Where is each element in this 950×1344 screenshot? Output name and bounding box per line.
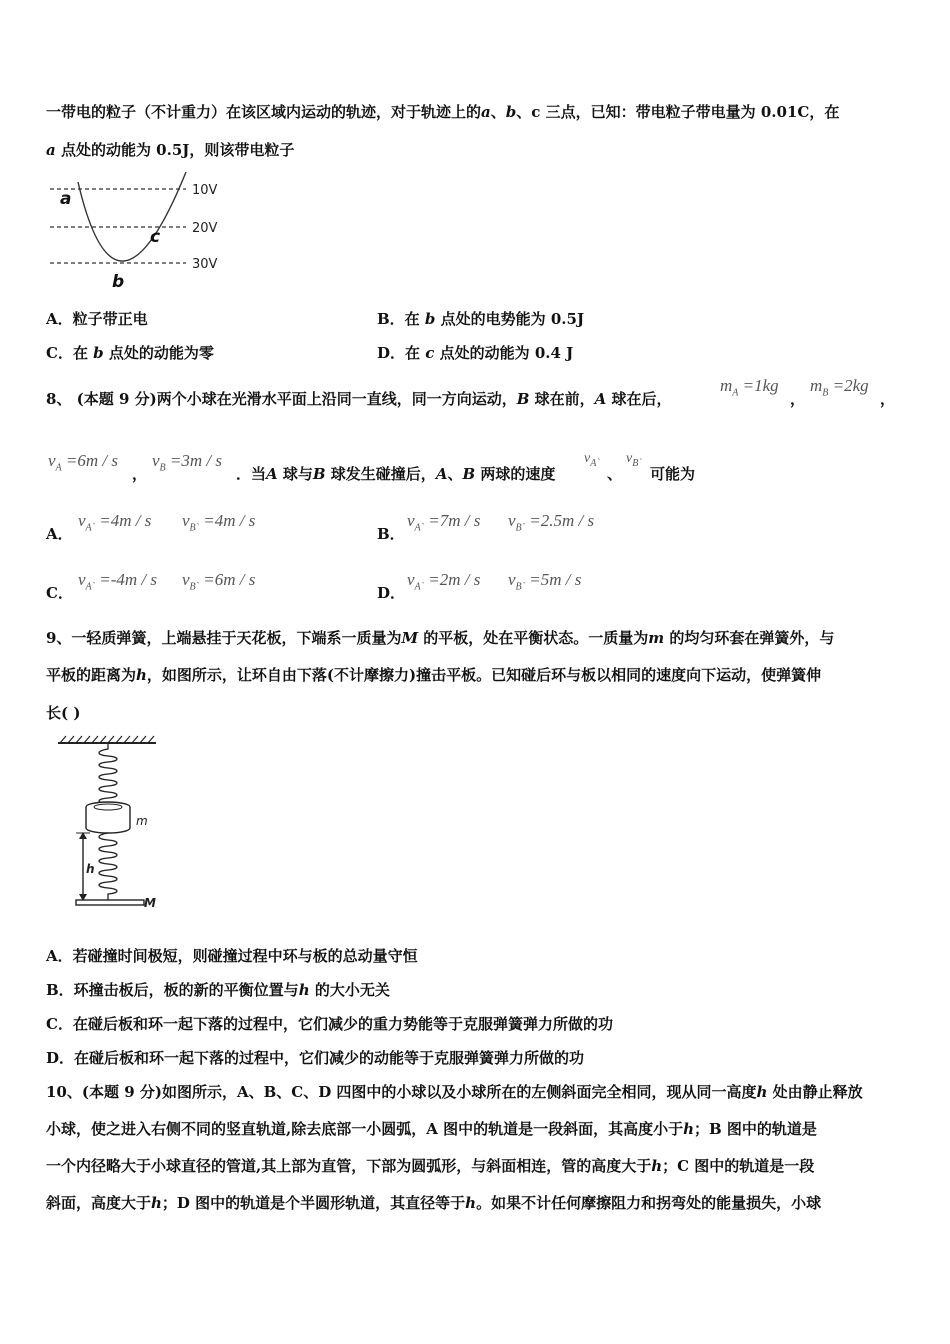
label-10v: 10V <box>192 183 218 198</box>
q8-comma3: ， <box>132 465 148 483</box>
label-30v: 30V <box>192 257 218 272</box>
q7-option-a[interactable]: A．粒子带正电 <box>46 310 148 328</box>
point-a: a <box>60 189 72 209</box>
q8-stem-end: 可能为 <box>650 465 696 483</box>
label-20v: 20V <box>192 221 218 236</box>
ring-label: m <box>136 814 148 828</box>
q8-velocity-a: $v_A =6m / s$ <box>48 451 118 474</box>
q10-stem-line4: 斜面，高度大于h；D 图中的轨道是个半圆形轨道，其直径等于h。如果不计任何摩擦阻力和拐弯处的能量损失，小球 <box>46 1194 822 1212</box>
q9-spring-figure <box>46 735 176 915</box>
q8-option-b-expr1: $v_{A`} =7m / s$ <box>407 511 481 534</box>
q8-sep2: 、 <box>607 465 623 483</box>
q9-option-a[interactable]: A．若碰撞时间极短，则碰撞过程中环与板的总动量守恒 <box>46 947 418 965</box>
q8-option-d[interactable]: D． <box>377 584 406 602</box>
plate-label: M <box>144 896 156 910</box>
q7-stem-line1: 一带电的粒子（不计重力）在该区域内运动的轨迹，对于轨迹上的a、b、c 三点，已知：带电粒子带电量为 0.01C，在 <box>46 103 840 121</box>
q9-stem-line3: 长( ) <box>46 704 81 722</box>
q8-stem-line2: ．当A 球与B 球发生碰撞后，A、B 两球的速度 <box>236 465 556 483</box>
q8-option-c[interactable]: C． <box>46 584 73 602</box>
q8-option-b[interactable]: B． <box>377 525 405 543</box>
q8-velocity-b: $v_B =3m / s$ <box>152 451 222 474</box>
q10-stem-line1: 10、(本题 9 分)如图所示，A、B、C、D 四图中的小球以及小球所在的左侧斜面完全相同，现从同一高度h 处由静止释放 <box>46 1083 863 1101</box>
q8-option-a[interactable]: A． <box>46 525 73 543</box>
q8-stem-line1: 8、 (本题 9 分)两个小球在光滑水平面上沿同一直线，同一方向运动，B 球在前，A 球在后， <box>46 390 672 408</box>
q8-mass-a: $m_A =1kg$ <box>720 376 779 399</box>
point-c: c <box>150 227 161 247</box>
q9-option-b[interactable]: B．环撞击板后，板的新的平衡位置与h 的大小无关 <box>46 981 390 999</box>
q8-option-c-expr2: $v_{B`} =6m / s$ <box>182 570 256 593</box>
q8-velocity-a-after: $v_{A`}$ <box>584 451 600 469</box>
q9-option-d[interactable]: D．在碰后板和环一起下落的过程中，它们减少的动能等于克服弹簧弹力所做的功 <box>46 1049 585 1067</box>
q10-stem-line2: 小球，使之进入右侧不同的竖直轨道,除去底部一小圆弧，A 图中的轨道是一段斜面，其高度小于h；B 图中的轨道是 <box>46 1120 817 1138</box>
q8-option-d-expr2: $v_{B`} =5m / s$ <box>508 570 582 593</box>
q7-option-d[interactable]: D．在 c 点处的动能为 0.4 J <box>377 344 574 362</box>
q9-option-c[interactable]: C．在碰后板和环一起下落的过程中，它们减少的重力势能等于克服弹簧弹力所做的功 <box>46 1015 613 1033</box>
q7-option-b[interactable]: B．在 b 点处的电势能为 0.5J <box>377 310 585 328</box>
q8-option-b-expr2: $v_{B`} =2.5m / s$ <box>508 511 595 534</box>
q7-option-c[interactable]: C．在 b 点处的动能为零 <box>46 344 214 362</box>
q8-mass-b: $m_B =2kg$ <box>810 376 869 399</box>
q8-velocity-b-after: $v_{B`}$ <box>626 451 642 469</box>
q7-stem-line2: a 点处的动能为 0.5J，则该带电粒子 <box>46 141 295 159</box>
q9-stem-line1: 9、一轻质弹簧，上端悬挂于天花板，下端系一质量为M 的平板，处在平衡状态。一质量为m 的均匀环套在弹簧外，与 <box>46 629 835 647</box>
q8-option-d-expr1: $v_{A`} =2m / s$ <box>407 570 481 593</box>
q8-option-a-expr2: $v_{B`} =4m / s$ <box>182 511 256 534</box>
q8-comma2: ， <box>880 390 896 408</box>
q9-stem-line2: 平板的距离为h，如图所示，让环自由下落(不计摩擦力)撞击平板。已知碰后环与板以相同的速度向下运动，使弹簧伸 <box>46 666 822 684</box>
q10-stem-line3: 一个内径略大于小球直径的管道,其上部为直管，下部为圆弧形，与斜面相连，管的高度大于h；C 图中的轨道是一段 <box>46 1157 815 1175</box>
q8-option-c-expr1: $v_{A`} =-4m / s$ <box>78 570 157 593</box>
height-label: h <box>86 862 95 876</box>
q8-option-a-expr1: $v_{A`} =4m / s$ <box>78 511 152 534</box>
point-b: b <box>112 272 125 292</box>
q7-equipotential-figure <box>46 170 236 292</box>
q8-comma1: ， <box>790 390 806 408</box>
